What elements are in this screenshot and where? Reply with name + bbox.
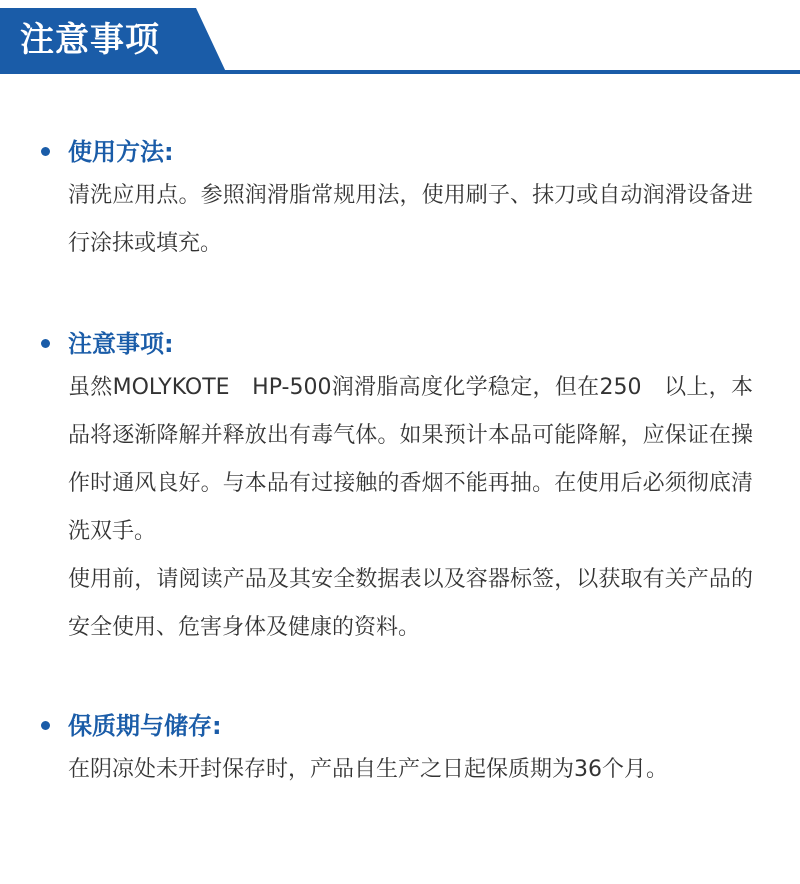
- section-title-usage: 使用方法:: [68, 138, 174, 166]
- section-shelf-life: [0, 706, 800, 794]
- shelf-life-paragraph: 在阴凉处未开封保存时，产品自生产之日起保质期为36个月。: [68, 757, 668, 782]
- bullet-dot-icon: [41, 721, 50, 730]
- section-precautions: [0, 324, 800, 652]
- section-title-precautions: 注意事项:: [68, 330, 174, 358]
- section-heading: [0, 324, 800, 364]
- bullet-dot-icon: [41, 339, 50, 348]
- section-usage: [0, 132, 800, 268]
- section-header: [0, 0, 800, 76]
- precautions-paragraph-1: 虽然MOLYKOTE HP-500润滑脂高度化学稳定，但在250 以上，本品将逐渐降解并释放出有毒气体。如果预计本品可能降解，应保证在操作时通风良好。与本品有过接触的香烟不能再抽。在使用后必须彻底清洗双手。: [68, 375, 753, 544]
- precautions-paragraph-2: 使用前，请阅读产品及其安全数据表以及容器标签，以获取有关产品的安全使用、危害身体及健康的资料。: [68, 567, 753, 640]
- bullet-dot-icon: [41, 147, 50, 156]
- header-underline: [0, 70, 800, 74]
- section-title-shelf-life: 保质期与储存:: [68, 712, 222, 740]
- section-heading: [0, 132, 800, 172]
- page-title: 注意事项: [20, 20, 160, 60]
- usage-paragraph: 清洗应用点。参照润滑脂常规用法，使用刷子、抹刀或自动润滑设备进行涂抹或填充。: [68, 183, 753, 256]
- section-heading: [0, 706, 800, 746]
